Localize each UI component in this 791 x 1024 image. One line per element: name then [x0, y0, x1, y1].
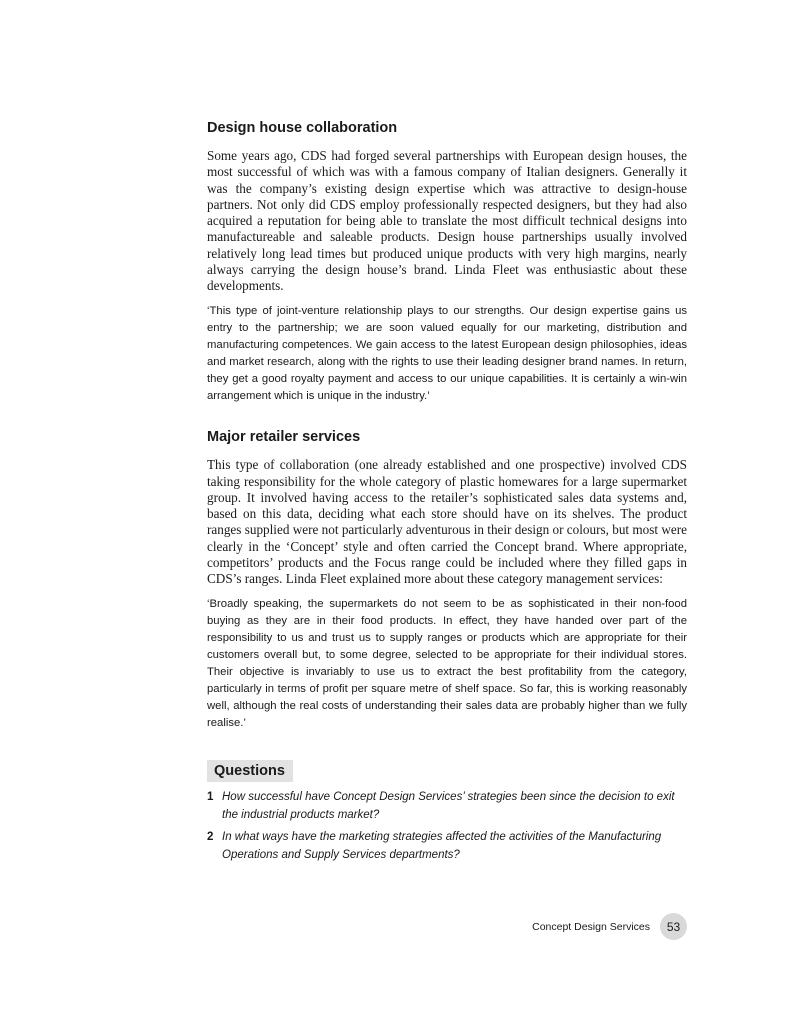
questions-heading: Questions — [214, 763, 285, 780]
quote-paragraph: ‘Broadly speaking, the supermarkets do not seem to be as sophisticated in their non-food buying as they are in their food products. In effect, they have handed over part of the responsibility to us and trust us to supply ranges or products which are appropriate for their customers overall but, to some degree, selected to be appropriate for their individual stores. Their objective is invariably to use us to extract the best profitability from the category, particularly in terms of profit per square metre of shelf space. So far, this is working reasonably well, although the real costs of understanding their sales data are probably higher than we fully realise.’ — [207, 597, 687, 730]
question-text: In what ways have the marketing strategies affected the activities of the Manufacturing Operations and Supply Services departments? — [222, 831, 662, 861]
question-item — [207, 829, 687, 864]
question-text: How successful have Concept Design Services’ strategies been since the decision to exit the industrial products market? — [222, 791, 675, 821]
quote-paragraph: ‘This type of joint-venture relationship plays to our strengths. Our design expertise gains us entry to the partnership; we are soon valued equally for our marketing, distribution and manufacturing competences. We gain access to the latest European design philosophies, ideas and market research, along with the rights to use their leading designer brand names. In return, they get a good royalty payment and access to our unique capabilities. It is certainly a win-win arrangement which is unique in the industry.’ — [207, 304, 687, 403]
section-heading: Design house collaboration — [207, 120, 398, 136]
section-heading: Major retailer services — [207, 429, 361, 446]
body-paragraph: This type of collaboration (one already established and one prospective) involved CDS taking responsibility for the whole category of plastic homewares for a large supermarket group. It involved having access to the retailer’s sophisticated sales data systems and, based on this data, deciding what each store should have on its shelves. The product ranges supplied were not particularly adventurous in their design or colours, but most were clearly in the ‘Concept’ style and often carried the Concept brand. Where appropriate, competitors’ products and the Focus range could be included where they filled gaps in CDS’s ranges. Linda Fleet explained more about these category management services: — [207, 457, 687, 587]
section-major-retailer — [207, 427, 687, 732]
questions-section — [207, 732, 687, 864]
body-paragraph: Some years ago, CDS had forged several partnerships with European design houses, the most successful of which was with a famous company of Italian designers. Generally it was the company’s existing design expertise which was attractive to design-house partners. Not only did CDS employ professionally respected designers, but they had also acquired a reputation for being able to translate the most difficult technical designs into manufactureable and saleable products. Design house partnerships usually involved relatively long lead times but produced unique products with very high margins, nearly always carrying the design house’s brand. Linda Fleet was enthusiastic about these developments. — [207, 148, 687, 294]
page-content — [207, 118, 687, 869]
page-footer — [532, 913, 687, 940]
question-number: 2 — [207, 831, 214, 844]
question-number: 1 — [207, 791, 214, 804]
questions-list — [207, 789, 687, 864]
section-design-house — [207, 118, 687, 405]
question-item — [207, 789, 687, 824]
questions-heading-box — [207, 760, 293, 782]
running-footer-title: Concept Design Services — [532, 920, 650, 933]
page-number: 53 — [660, 913, 687, 940]
